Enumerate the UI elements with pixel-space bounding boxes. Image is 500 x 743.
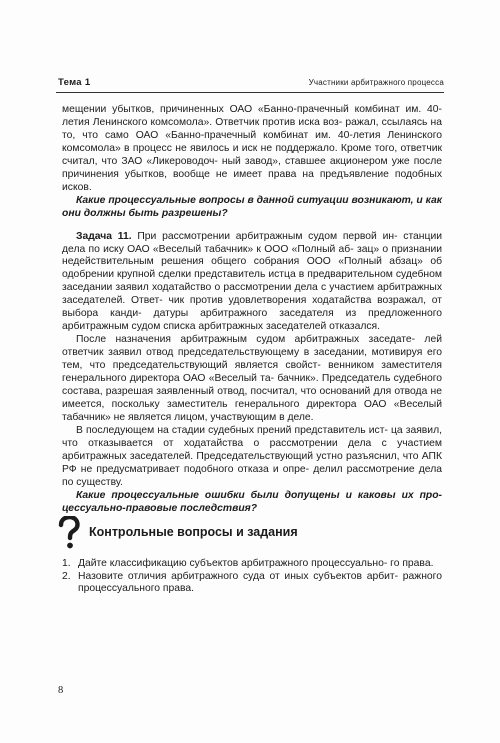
text-line: бачник». Председатель судебного состава, разрешая заявленный (62, 373, 443, 398)
text-line: ный завод», ставшее акционером уже после причинения убытков, (62, 155, 443, 180)
running-header-title: Участники арбитражного процесса (308, 78, 444, 87)
list-item-number: 2. (62, 570, 71, 582)
text-line: цессуально-правовые последствия? (62, 502, 258, 514)
intro-question (62, 195, 442, 221)
text-line: вообще не имеет права на предъявление подобных исков. (62, 168, 442, 193)
text-line: ражного процессуального права. (78, 570, 442, 595)
text-line: ражал, ссылаясь на то, что само ОАО «Банно-прачечный комбинат (62, 116, 442, 141)
text-line: датуры арбитражного заседателя из предложенного арбитражным (62, 308, 443, 333)
text-line: отвод, посчитал, что оснований для отвода не имеется, поскольку (62, 386, 443, 410)
text-line: поддержало. Кроме того, ответчик считал, что ЗАО «Ликероводоч- (62, 142, 443, 167)
text-line: Назовите отличия арбитражного суда от иных субъектов арбит- (78, 570, 399, 582)
text-line: Дайте классификацию субъектов арбитражного процессуально- (78, 557, 388, 569)
text-line: Какие процессуальные вопросы в данной ситуации возникают, и (76, 194, 423, 206)
control-questions-heading (62, 518, 442, 558)
list-item (62, 558, 442, 571)
task-label: Задача 11. (76, 230, 132, 242)
text-line: как они должны быть разрешены? (62, 194, 442, 219)
text-line: разъяснил, что АПК РФ не предусматривает подобного отказа и опре- (62, 450, 443, 475)
text-line: является лицом, участвующим в деле. (127, 411, 314, 423)
text-line: делил рассмотрение дела по существу. (62, 463, 443, 488)
text-line: им. 40-летия Ленинского комсомола». Ответчик против иска воз- (62, 104, 442, 128)
text-line: зац» о признании недействительным решения общего собрания (62, 243, 443, 268)
list-item-number: 1. (62, 557, 71, 569)
text-line: судом списка арбитражных заседателей отказался. (131, 321, 381, 333)
text-line: мещении убытков, причиненных ОАО «Банно-прачечный комбинат (62, 104, 400, 115)
text-line: Какие процессуальные ошибки были допущены и каковы их про- (76, 489, 442, 501)
text-line: го права. (390, 557, 434, 569)
text-line: ца заявил, что отказывается от ходатайства о рассмотрении дела с (62, 424, 442, 449)
task-11-paragraph-1 (62, 231, 442, 335)
text-line: лей ответчик заявил отвод председательствующему в заседании, (62, 334, 442, 359)
text-line: ООО «Полный абзац» об одобрении крупной сделки представитель (62, 256, 443, 281)
task-11-question (62, 490, 442, 516)
list-item (62, 571, 442, 597)
task-11-paragraph-2 (62, 334, 442, 425)
text-line: мотивируя его тем, что председательствующий является свойст- (62, 347, 442, 372)
control-questions-list (62, 558, 442, 597)
page-body (62, 104, 442, 596)
header-rule (56, 92, 444, 93)
question-mark-icon (58, 516, 80, 550)
running-header-topic: Тема 1 (58, 77, 91, 88)
control-questions-title: Контрольные вопросы и задания (89, 524, 298, 539)
text-line: участием арбитражных заседателей. Председательствующий устно (62, 437, 442, 462)
text-line: После назначения арбитражным судом арбитражных заседате- (76, 334, 416, 346)
text-line: венником заместителя генерального директора ОАО «Веселый та- (62, 360, 442, 385)
text-line: им. 40-летия Ленинского комсомола» в процесс не явилось и иск не (62, 129, 443, 154)
text-line: истца в предварительном судебном заседании заявил ходатайство (62, 269, 443, 294)
text-line: станции дела по иску ОАО «Веселый табачник» к ООО «Полный аб- (62, 230, 443, 255)
page-number: 8 (58, 685, 64, 696)
text-line: заместитель генерального директора ОАО «Веселый табачник» не (62, 398, 443, 423)
text-line: чик против удовлетворения ходатайства возражал, от выбора канди- (62, 295, 443, 320)
text-line: При рассмотрении арбитражным судом первой ин- (137, 230, 398, 242)
text-line: В последующем на стадии судебных прений представитель ист- (76, 424, 388, 436)
text-line: о рассмотрении дела с участием арбитражных заседателей. Ответ- (62, 282, 442, 307)
task-11-paragraph-3 (62, 425, 442, 490)
intro-paragraph (62, 104, 442, 195)
